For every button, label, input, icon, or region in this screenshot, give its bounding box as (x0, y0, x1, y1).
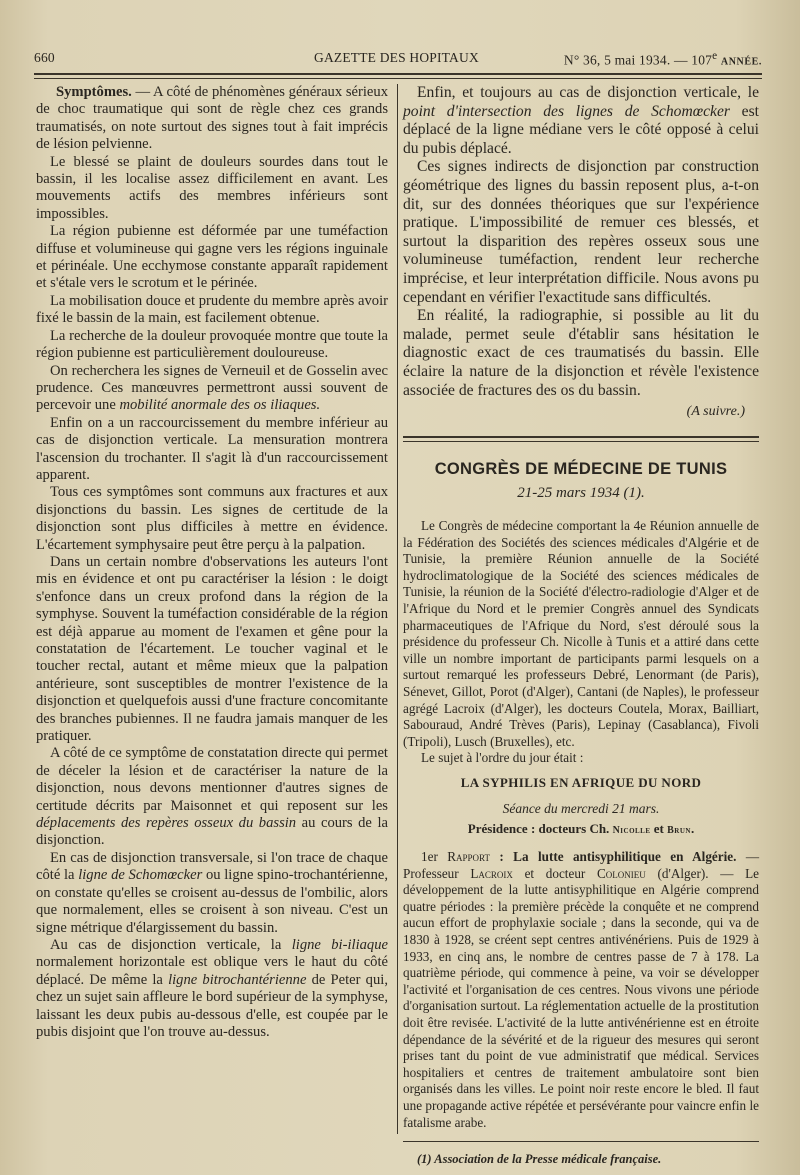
left-column (36, 84, 388, 1144)
report-paragraph: 1er Rapport : La lutte antisyphilitique en Algérie. — Professeur Lacroix et docteur Colonieu (d'Alger). — Le développement de la lutte antisyphilitique en Algérie comprend quatre périodes : la première précède la conquête et ne comprend aucun effort de prophylaxie sociale ; dans la seconde, qui va de 1830 à 1928, se créent sept centres antivénériens. Puis de 1929 à 1933, en cinq ans, le nombre de centres passe de 7 à 178. La quatrième période, qui commence à peine, va voir se développer l'activité et l'organisation de ces centres. Nous vivons une période d'organisation surtout. La réglementation actuelle de la prostitution doit être revisée. L'activité de la lutte antivénérienne est en étroite dépendance de la sévérité et de la rigueur des mesures qui seront prises tant du point de vue administratif que médical. Services hospitaliers et centres de traitement ambulatoire sont bien organisés dans les villes. Le point noir reste encore le bled. Il faut une propagande active répétée et persévérante pour vaincre enfin le fatalisme arabe. (403, 849, 760, 1130)
article-title: CONGRÈS DE MÉDECINE DE TUNIS (434, 460, 728, 479)
paragraph: Tous ces symptômes sont communs aux fractures et aux disjonctions du bassin. Les signes de certitude de la disjonction sont plus difficiles à mettre en évidence. L'écartement symphysaire peut être perçu à la palpation. (36, 484, 388, 553)
session-presidency: Présidence : docteurs Ch. Nicolle et Brun. (467, 821, 695, 836)
section-heading: Symptômes. (56, 84, 132, 100)
session-date: Séance du mercredi 21 mars. (502, 801, 660, 816)
paragraph: Le Congrès de médecine comportant la 4e Réunion annuelle de la Fédération des Sociétés des sciences médicales d'Algérie et de Tunisie, la première Réunion annuelle de la Société hydroclimatologique de la Société des sciences médicales de Tunisie, la réunion de la Société d'électro-radiologie d'Alger et de l'Afrique du Nord et le premier Congrès annuel des Syndicats pharmaceutiques de l'Afrique du Nord, s'est déroulé sous la présidence du professeur Ch. Nicolle à Tunis et a attiré dans cette ville un nombre important de participants parmi lesquels on a surtout remarqué les professeurs Debré, Lenormant (de Paris), Sénevet, Gillot, Porot (d'Alger), Cantani (de Naples), le professeur agrégé Lacroix (d'Alger), les docteurs Coutela, Morax, Bailliart, Sabouraud, André Trèves (Paris), Lepinay (Casablanca), Fivoli (Tripoli), Lusch (Bruxelles), etc. (403, 518, 759, 749)
paragraph: Dans un certain nombre d'observations les auteurs l'ont mis en évidence et ont pu caractériser la lésion : le doigt s'enfonce dans un creux profond dans la région de la symphyse. Souvent la tuméfaction considérable de la région est déjà apparue au moment de l'examen et gêne pour la constatation de l'écartement. Le toucher vaginal et le toucher rectal, autant et même mieux que la palpation antérieure, sont susceptibles de montrer l'existence de la disjonction et quelquefois aussi d'une fracture concomitante des branches pubiennes. Il ne faudra jamais manquer de les pratiquer. (36, 553, 388, 745)
paragraph: La mobilisation douce et prudente du membre après avoir fixé le bassin de la main, est facilement obtenue. (36, 292, 388, 327)
paragraph: Le sujet à l'ordre du jour était : (421, 750, 584, 766)
session-theme: LA SYPHILIS EN AFRIQUE DU NORD (460, 775, 702, 790)
paragraph: Enfin, et toujours au cas de disjonction verticale, le point d'intersection des lignes de Schomœcker est déplacé de la ligne médiane vers le côté opposé à celui du pubis déplacé. (403, 84, 759, 157)
footnote: (1) Association de la Presse médicale française. (417, 1152, 662, 1167)
paragraph: On recherchera les signes de Verneuil et de Gosselin avec prudence. Ces manœuvres permettront aussi souvent de percevoir une mobilité anormale des os iliaques. (36, 362, 388, 414)
paragraph: En cas de disjonction transversale, si l'on trace de chaque côté la ligne de Schomœcker ou ligne spino-trochantérienne, on constate qu'elles se croisent au-dessus de l'ombilic, alors que normalement, elles se croisent à son niveau. C'est un signe métrique d'élargissement du bassin. (36, 849, 388, 936)
paragraph: La recherche de la douleur provoquée montre que toute la région pubienne est particulièrement douloureuse. (36, 327, 388, 362)
paragraph: En réalité, la radiographie, si possible au lit du malade, permet seule d'établir sans hésitation le diagnostic exact de ces traumatisés du bassin. Elle éclaire la nature de la disjonction et révèle l'existence associée de fractures des os du bassin. (403, 307, 759, 399)
footnote-rule (403, 1141, 759, 1142)
header-rule (34, 73, 762, 75)
paragraph: A côté de ce symptôme de constatation directe qui permet de déceler la lésion et de caractériser la nature de la disjonction, nous devons mentionner d'autres signes de certitude décrits par Maisonnet et qui reposent sur les déplacements des repères osseux du bassin au cours de la disjonction. (36, 745, 388, 849)
paragraph: Le blessé se plaint de douleurs sourdes dans tout le bassin, il les localise assez difficilement en avant. Les mouvements actifs des membres inférieurs sont impossibles. (36, 153, 388, 222)
header-rule-thin (34, 78, 762, 79)
right-column (403, 84, 760, 1167)
paragraph-symptomes: Symptômes. — A côté de phénomènes généraux sérieux de choc traumatique qui sont de règle chez ces grands traumatisés, on note surtout des signes tout à fait imprécis de lésion pelvienne. (36, 84, 388, 153)
column-separator (397, 84, 398, 1134)
page-header (34, 50, 762, 70)
paragraph: La région pubienne est déformée par une tuméfaction diffuse et volumineuse qui gagne vers les régions inguinale et périnéale. Une ecchymose constante apparaît rapidement et s'étale vers le scrotum et le périnée. (36, 223, 388, 292)
page-number: 660 (34, 50, 55, 65)
paragraph: Au cas de disjonction verticale, la ligne bi-iliaque normalement horizontale est oblique vers le haut du côté déplacé. De même la ligne bitrochantérienne de Peter qui, chez un sujet sain affleure le bord supérieur de la symphyse, laissant les deux pubis au-dessous d'elle, est coupée par le pubis disjoint que l'on trouve au-dessus. (36, 936, 389, 1040)
section-rule (403, 436, 759, 438)
paragraph: Ces signes indirects de disjonction par construction géométrique des lignes du bassin reposent plus, a-t-on dit, sur des données théoriques que sur l'expérience pratique. L'impossibilité de remuer ces blessés, et surtout la disparition des repères osseux sous une volumineuse tuméfaction, rendent leur recherche imprécise, et leur interprétation difficile. Nous avons pu cependant en vérifier l'exactitude sans difficultés. (403, 158, 759, 306)
paragraph: Enfin on a un raccourcissement du membre inférieur au cas de disjonction verticale. La mensuration montrera l'ascension du trochanter. Il s'agit là d'un raccourcissement apparent. (36, 414, 388, 483)
issue-info: N° 36, 5 mai 1934. — 107e ANNÉE. (563, 50, 762, 68)
article-dates: 21-25 mars 1934 (1). (517, 485, 645, 502)
continued-note: (A suivre.) (686, 404, 745, 420)
publication-title: GAZETTE DES HOPITAUX (314, 50, 479, 65)
section-rule-thin (403, 441, 759, 442)
